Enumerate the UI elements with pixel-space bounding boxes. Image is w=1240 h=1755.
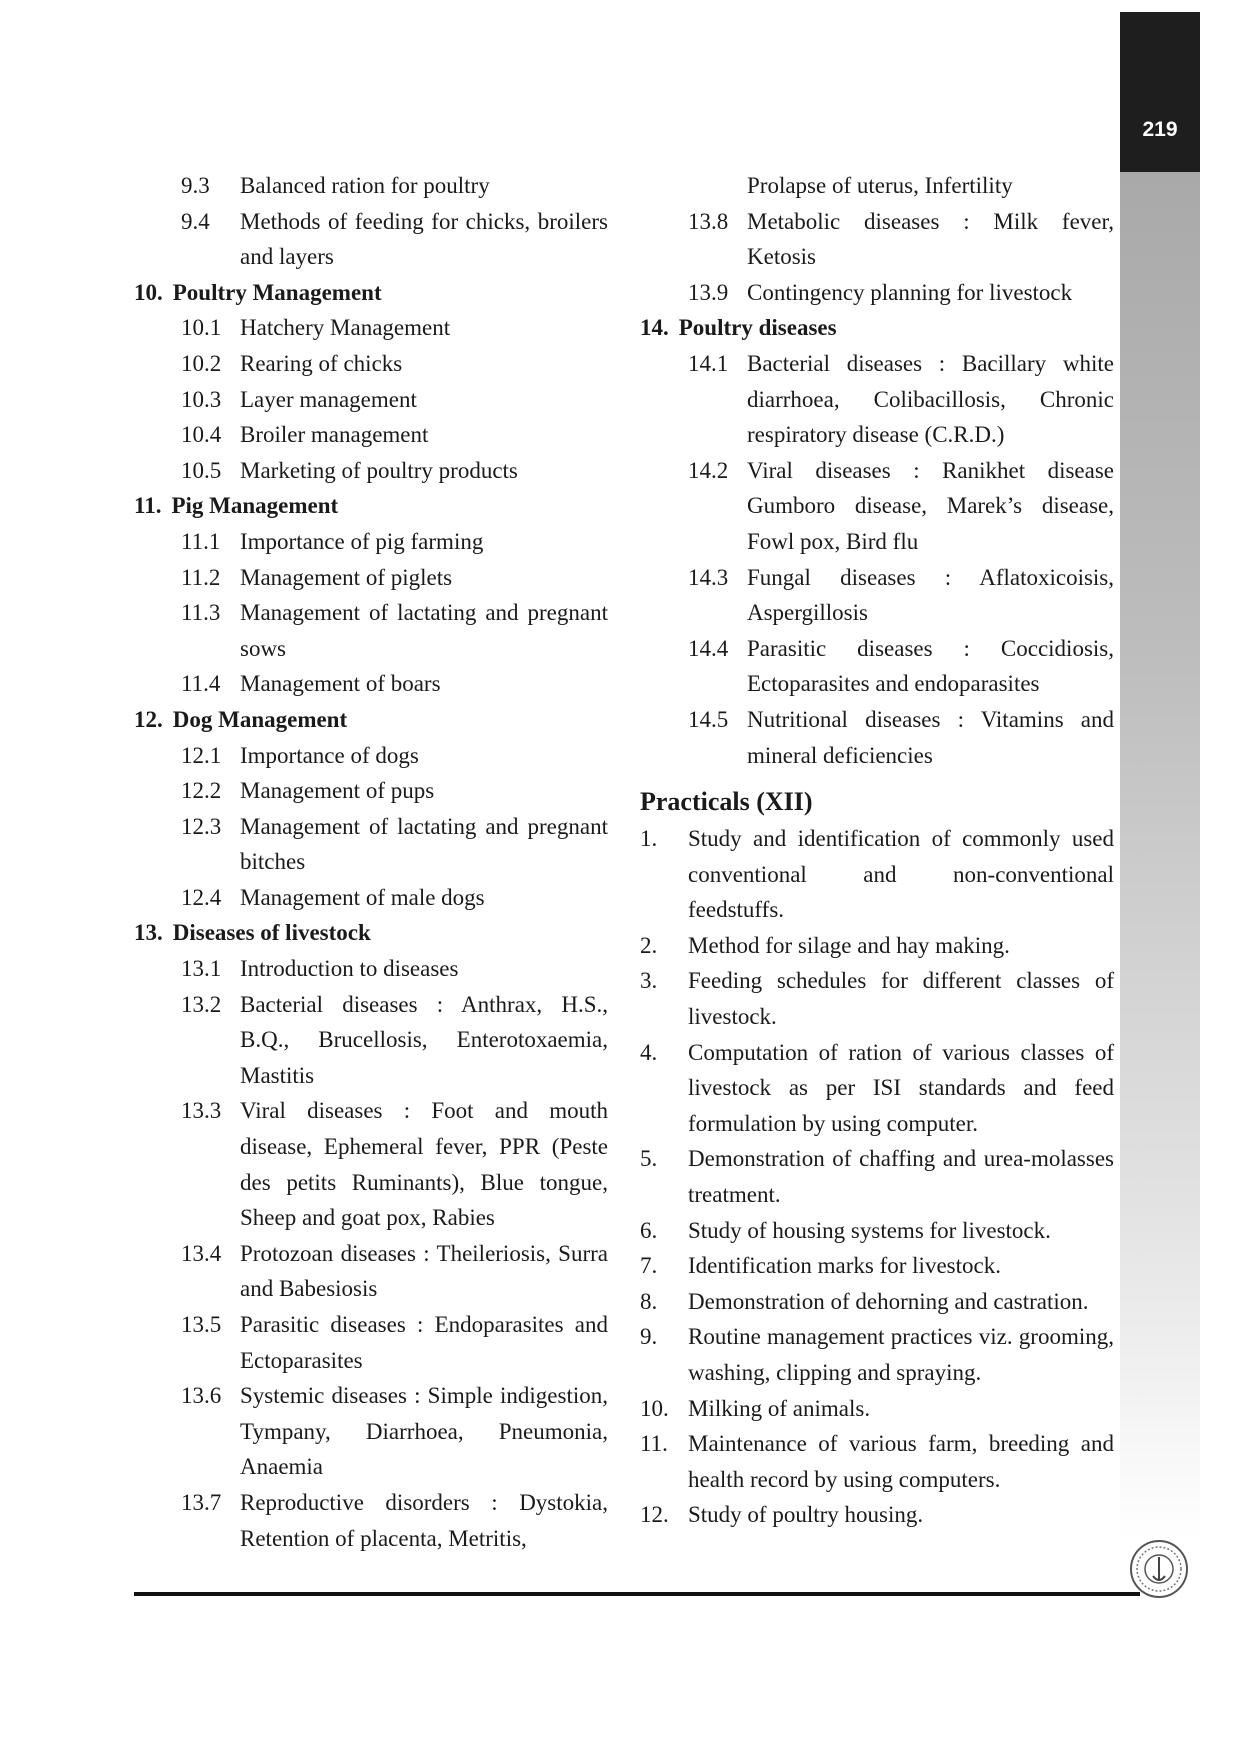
item-text: Nutritional diseases : Vitamins and mineral deficiencies	[747, 706, 1114, 768]
practical-item	[640, 1426, 1114, 1497]
practical-item	[640, 1319, 1114, 1390]
subtopic-item	[134, 1378, 608, 1485]
item-text: Broiler management	[240, 422, 429, 448]
practical-item	[640, 1391, 1114, 1427]
item-number: 10.4	[181, 422, 222, 448]
left-column	[134, 168, 608, 1556]
item-number: 13.2	[181, 991, 222, 1017]
item-text: Study of poultry housing.	[688, 1502, 924, 1528]
subtopic-item	[134, 310, 608, 346]
item-text: Layer management	[240, 386, 417, 412]
subtopic-item	[134, 987, 608, 1094]
item-number: 12.	[134, 706, 163, 732]
section-heading	[134, 275, 608, 311]
subtopic-item	[134, 1307, 608, 1378]
subtopic-item	[134, 738, 608, 774]
item-text: Pig Management	[171, 493, 339, 519]
item-number: 13.1	[181, 956, 222, 982]
item-number	[688, 168, 747, 204]
item-text: Rearing of chicks	[240, 350, 403, 376]
item-text: Bacterial diseases : Bacillary white diarrhoea, Colibacillosis, Chronic respiratory disease (C.R.D.)	[747, 350, 1114, 448]
subtopic-item	[134, 595, 608, 666]
item-text: Hatchery Management	[240, 315, 451, 341]
subtopic-item	[640, 204, 1114, 275]
subtopic-item	[640, 631, 1114, 702]
item-number: 14.	[640, 315, 669, 341]
item-number: 4.	[640, 1039, 658, 1065]
item-text: Importance of dogs	[240, 742, 419, 768]
item-text: Maintenance of various farm, breeding and health record by using computers.	[688, 1431, 1114, 1492]
item-number: 9.3	[181, 173, 210, 198]
subtopic-item	[134, 773, 608, 809]
practical-item	[640, 1497, 1114, 1533]
item-text: Computation of ration of various classes of livestock as per ISI standards and feed formulation by using computer.	[688, 1039, 1114, 1136]
item-text: Protozoan diseases : Theileriosis, Surra and Babesiosis	[240, 1240, 608, 1302]
item-number: 10.	[640, 1395, 669, 1421]
subtopic-item	[134, 560, 608, 596]
practical-item	[640, 1284, 1114, 1320]
item-number: 14.5	[688, 706, 729, 732]
page-tab	[1120, 12, 1200, 172]
item-text: Importance of pig farming	[240, 528, 484, 554]
item-text: Viral diseases : Foot and mouth disease, Ephemeral fever, PPR (Peste des petits Ruminants), Blue tongue, Sheep and goat pox, Rabies	[240, 1098, 608, 1231]
item-text: Metabolic diseases : Milk fever, Ketosis	[747, 208, 1114, 270]
item-number: 13.7	[181, 1489, 222, 1515]
item-text: Contingency planning for livestock	[747, 279, 1073, 305]
item-number: 13.6	[181, 1383, 222, 1409]
item-text: Management of piglets	[240, 564, 453, 590]
subtopic-item	[640, 453, 1114, 560]
item-number: 13.5	[181, 1312, 222, 1337]
item-text: Systemic diseases : Simple indigestion, Tympany, Diarrhoea, Pneumonia, Anaemia	[240, 1383, 608, 1480]
practical-item	[640, 821, 1114, 928]
item-text: Method for silage and hay making.	[688, 932, 1010, 958]
item-number: 14.2	[688, 457, 729, 483]
item-number: 12.2	[181, 778, 222, 804]
item-number: 11.2	[181, 564, 221, 590]
item-text: Demonstration of dehorning and castration.	[688, 1288, 1089, 1314]
page-number: 219	[1142, 118, 1178, 141]
item-text: Study and identification of commonly used conventional and non-conventional feedstuffs.	[688, 826, 1114, 923]
item-number: 5.	[640, 1146, 658, 1172]
subtopic-item	[134, 1485, 608, 1556]
item-text: Dog Management	[172, 706, 348, 732]
item-number: 8.	[640, 1288, 658, 1314]
item-text: Routine management practices viz. grooming, washing, clipping and spraying.	[688, 1324, 1114, 1385]
item-number: 10.	[134, 279, 163, 305]
item-text: Feeding schedules for different classes of livestock.	[688, 968, 1114, 1030]
item-text: Introduction to diseases	[240, 956, 459, 982]
item-number: 1.	[640, 826, 658, 852]
practical-item	[640, 1035, 1114, 1142]
item-number: 12.	[640, 1502, 669, 1528]
item-text: Prolapse of uterus, Infertility	[747, 173, 1013, 198]
subtopic-item	[640, 702, 1114, 773]
subtopic-item	[134, 951, 608, 987]
item-number: 10.2	[181, 350, 222, 376]
practical-item	[640, 963, 1114, 1034]
section-heading	[134, 915, 608, 951]
item-number: 13.	[134, 920, 163, 946]
section-heading	[640, 310, 1114, 346]
item-number: 12.4	[181, 884, 222, 910]
item-number: 11.3	[181, 600, 221, 626]
item-text: Milking of animals.	[688, 1395, 871, 1421]
item-number: 11.4	[181, 671, 221, 697]
subtopic-item	[134, 809, 608, 880]
item-text: Marketing of poultry products	[240, 457, 518, 483]
subtopic-item	[134, 666, 608, 702]
subtopic-item	[134, 1236, 608, 1307]
item-number: 12.3	[181, 813, 222, 839]
item-number: 7.	[640, 1253, 658, 1279]
right-column	[640, 168, 1114, 1533]
section-heading	[134, 702, 608, 738]
item-number: 9.	[640, 1324, 658, 1350]
item-number: 11.1	[181, 528, 221, 554]
item-text: Parasitic diseases : Endoparasites and Ectoparasites	[240, 1312, 608, 1373]
continued-item	[640, 168, 1114, 204]
item-text: Management of male dogs	[240, 884, 485, 910]
item-number: 13.8	[688, 208, 729, 234]
item-text: Parasitic diseases : Coccidiosis, Ectoparasites and endoparasites	[747, 635, 1114, 697]
item-text: Viral diseases : Ranikhet disease Gumboro disease, Marek’s disease, Fowl pox, Bird flu	[747, 457, 1114, 554]
item-number: 14.4	[688, 635, 729, 661]
item-text: Diseases of livestock	[172, 920, 371, 946]
item-text: Fungal diseases : Aflatoxicoisis, Aspergillosis	[747, 564, 1114, 626]
item-text: Management of pups	[240, 778, 435, 804]
practical-item	[640, 1141, 1114, 1212]
item-text: Management of lactating and pregnant sows	[240, 600, 608, 661]
subtopic-item	[134, 524, 608, 560]
subtopic-item	[134, 346, 608, 382]
item-text: Bacterial diseases : Anthrax, H.S., B.Q., Brucellosis, Enterotoxaemia, Mastitis	[240, 991, 608, 1088]
item-number: 10.1	[181, 315, 222, 341]
practicals-list	[640, 821, 1114, 1533]
subtopic-item	[134, 1093, 608, 1235]
item-text: Methods of feeding for chicks, broilers and layers	[240, 208, 608, 270]
subtopic-item	[134, 880, 608, 916]
practicals-title: Practicals (XII)	[640, 787, 813, 817]
subtopic-item	[640, 560, 1114, 631]
subtopic-item	[134, 453, 608, 489]
item-number: 13.4	[181, 1240, 222, 1266]
item-text: Management of lactating and pregnant bitches	[240, 813, 608, 875]
item-number: 10.3	[181, 386, 222, 412]
subtopic-item	[134, 204, 608, 275]
section-heading	[134, 488, 608, 524]
item-number: 9.4	[181, 208, 210, 234]
item-text: Identification marks for livestock.	[688, 1253, 1001, 1279]
practical-item	[640, 928, 1114, 964]
right-column-items	[640, 168, 1114, 773]
page-margin-band	[1120, 172, 1200, 1542]
item-text: Demonstration of chaffing and urea-molasses treatment.	[688, 1146, 1114, 1208]
item-number: 12.1	[181, 742, 222, 768]
item-number: 6.	[640, 1217, 658, 1243]
emblem-icon	[1128, 1538, 1190, 1600]
item-number: 14.1	[688, 350, 729, 376]
item-text: Reproductive disorders : Dystokia, Retention of placenta, Metritis,	[240, 1489, 608, 1551]
subtopic-item	[640, 275, 1114, 311]
bottom-rule	[134, 1592, 1140, 1596]
subtopic-item	[134, 382, 608, 418]
item-number: 11.	[134, 493, 162, 519]
item-text: Balanced ration for poultry	[240, 173, 490, 198]
item-text: Poultry Management	[172, 279, 382, 305]
item-number: 10.5	[181, 457, 222, 483]
practical-item	[640, 1213, 1114, 1249]
subtopic-item	[134, 168, 608, 204]
subtopic-item	[134, 417, 608, 453]
item-number: 11.	[640, 1431, 668, 1457]
item-text: Poultry diseases	[678, 315, 837, 341]
item-number: 2.	[640, 932, 658, 958]
item-text: Management of boars	[240, 671, 441, 697]
item-number: 13.3	[181, 1098, 222, 1124]
item-number: 14.3	[688, 564, 729, 590]
subtopic-item	[640, 346, 1114, 453]
item-number: 3.	[640, 968, 658, 994]
practical-item	[640, 1248, 1114, 1284]
item-number: 13.9	[688, 279, 729, 305]
item-text: Study of housing systems for livestock.	[688, 1217, 1051, 1243]
